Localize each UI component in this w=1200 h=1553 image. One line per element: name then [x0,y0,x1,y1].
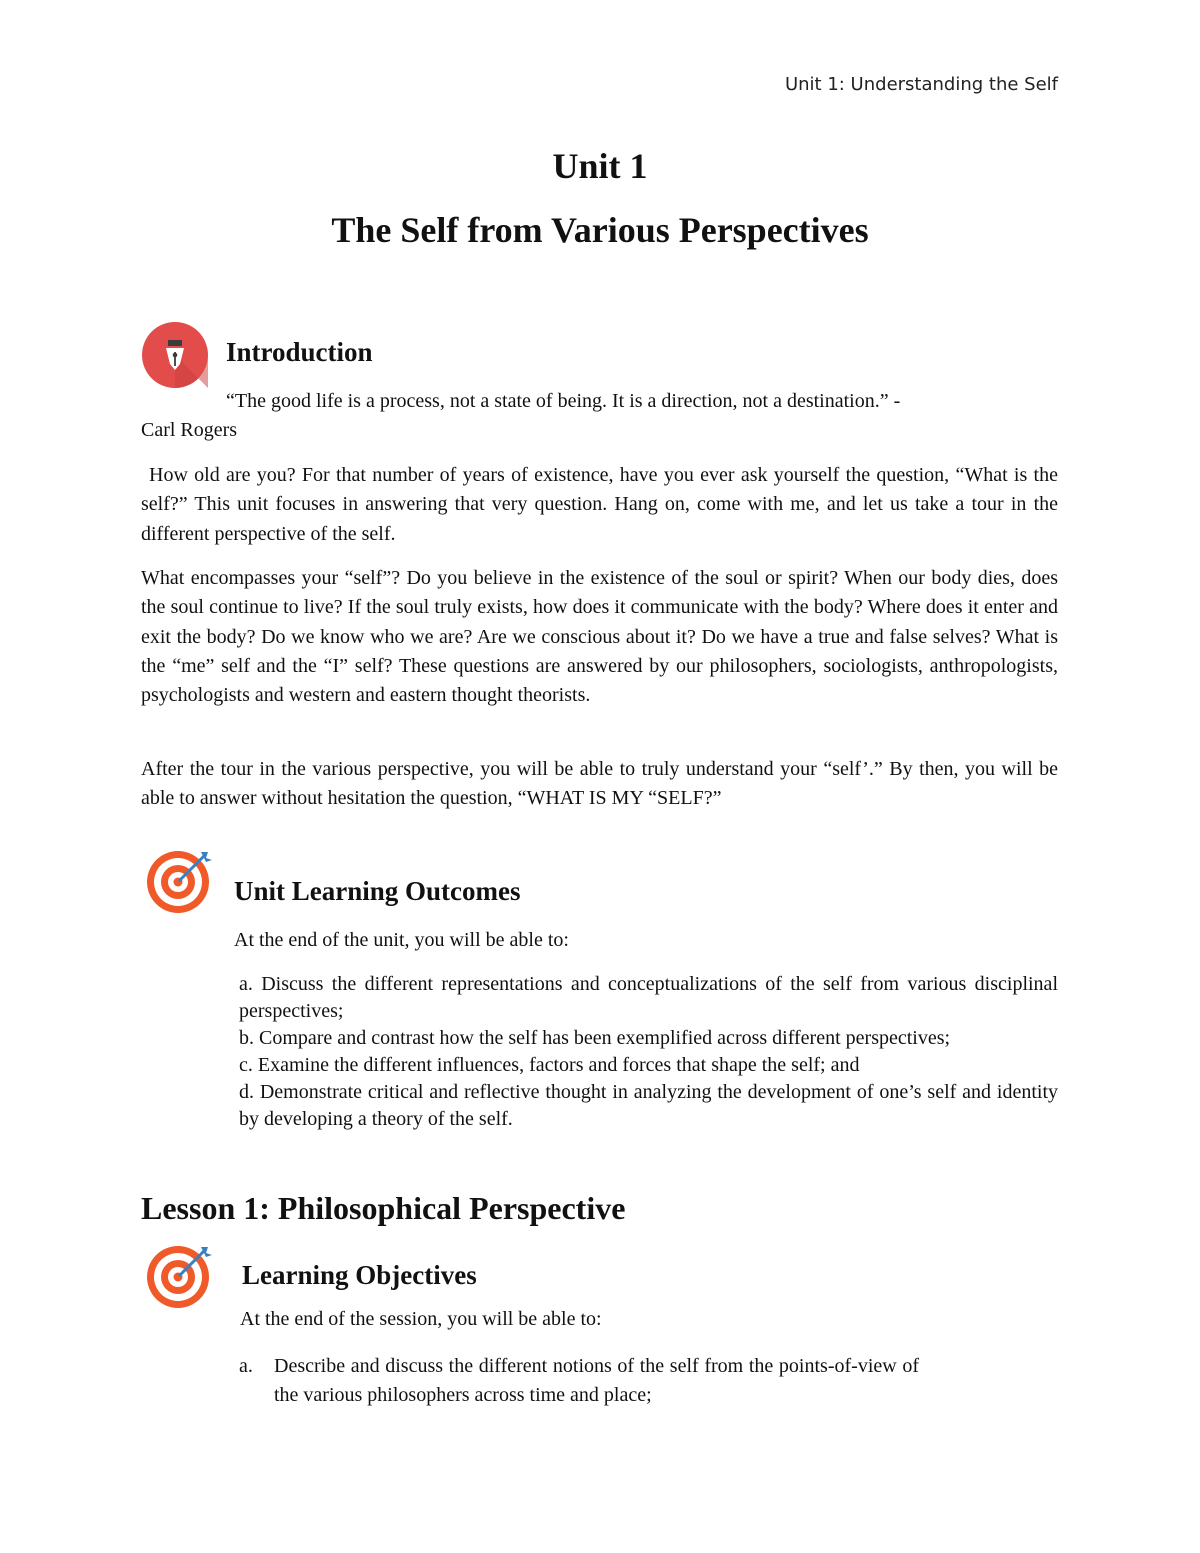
list-item-text: Describe and discuss the different notions of the self from the points-of-view of the various philosophers across time and place; [274,1355,919,1406]
intro-paragraph-1-text: How old are you? For that number of years of existence, have you ever ask yourself the question, “What is the self?” This unit focuses in answering that very question. Hang on, come with me, and let us take a tour in the different perspective of the self. [141,464,1058,545]
target-icon [146,848,214,914]
objectives-heading: Learning Objectives [242,1260,477,1290]
list-item: c. Examine the different influences, factors and forces that shape the self; and [239,1054,860,1076]
unit-title: Unit 1 [552,146,648,186]
list-item [239,1352,919,1410]
target-icon [146,1243,214,1309]
intro-paragraph-2: What encompasses your “self”? Do you believe in the existence of the soul or spirit? When our body dies, does the soul continue to live? If the soul truly exists, how does it communicate with the body? Where does it enter and exit the body? Do we know who we are? Are we conscious about it? Do we have a true and false selves? What is the “me” self and the “I” self? These questions are answered by our philosophers, sociologists, anthropologists, psychologists and western and eastern thought theorists. [141,567,1058,707]
running-header: Unit 1: Understanding the Self [784,74,1058,95]
list-marker: a. [239,1355,253,1377]
quote-author: Carl Rogers [141,419,238,442]
objectives-intro: At the end of the session, you will be able to: [240,1308,602,1330]
intro-quote [141,387,1058,446]
lesson-heading: Lesson 1: Philosophical Perspective [141,1190,626,1226]
intro-paragraph-3: After the tour in the various perspective, you will be able to truly understand your “self’.” By then, you will be able to answer without hesitation the question, “WHAT IS MY “SELF?” [141,758,1058,810]
quote-line-1: “The good life is a process, not a state of being. It is a direction, not a destination.” - [226,390,901,412]
introduction-heading: Introduction [226,337,373,367]
intro-paragraph-1 [141,461,1058,549]
list-item: a. Discuss the different representations and conceptualizations of the self from various disciplinal perspectives; [239,973,1058,1022]
objectives-list [239,1352,919,1410]
list-item: b. Compare and contrast how the self has been exemplified across different perspectives; [239,1027,951,1049]
outcomes-list [239,971,1058,1133]
outcomes-intro: At the end of the unit, you will be able to: [234,929,569,951]
pen-nib-icon [142,322,208,388]
unit-subtitle: The Self from Various Perspectives [331,210,869,250]
list-item: d. Demonstrate critical and reflective thought in analyzing the development of one’s self and identity by developing a theory of the self. [239,1081,1058,1130]
outcomes-heading: Unit Learning Outcomes [234,876,521,906]
